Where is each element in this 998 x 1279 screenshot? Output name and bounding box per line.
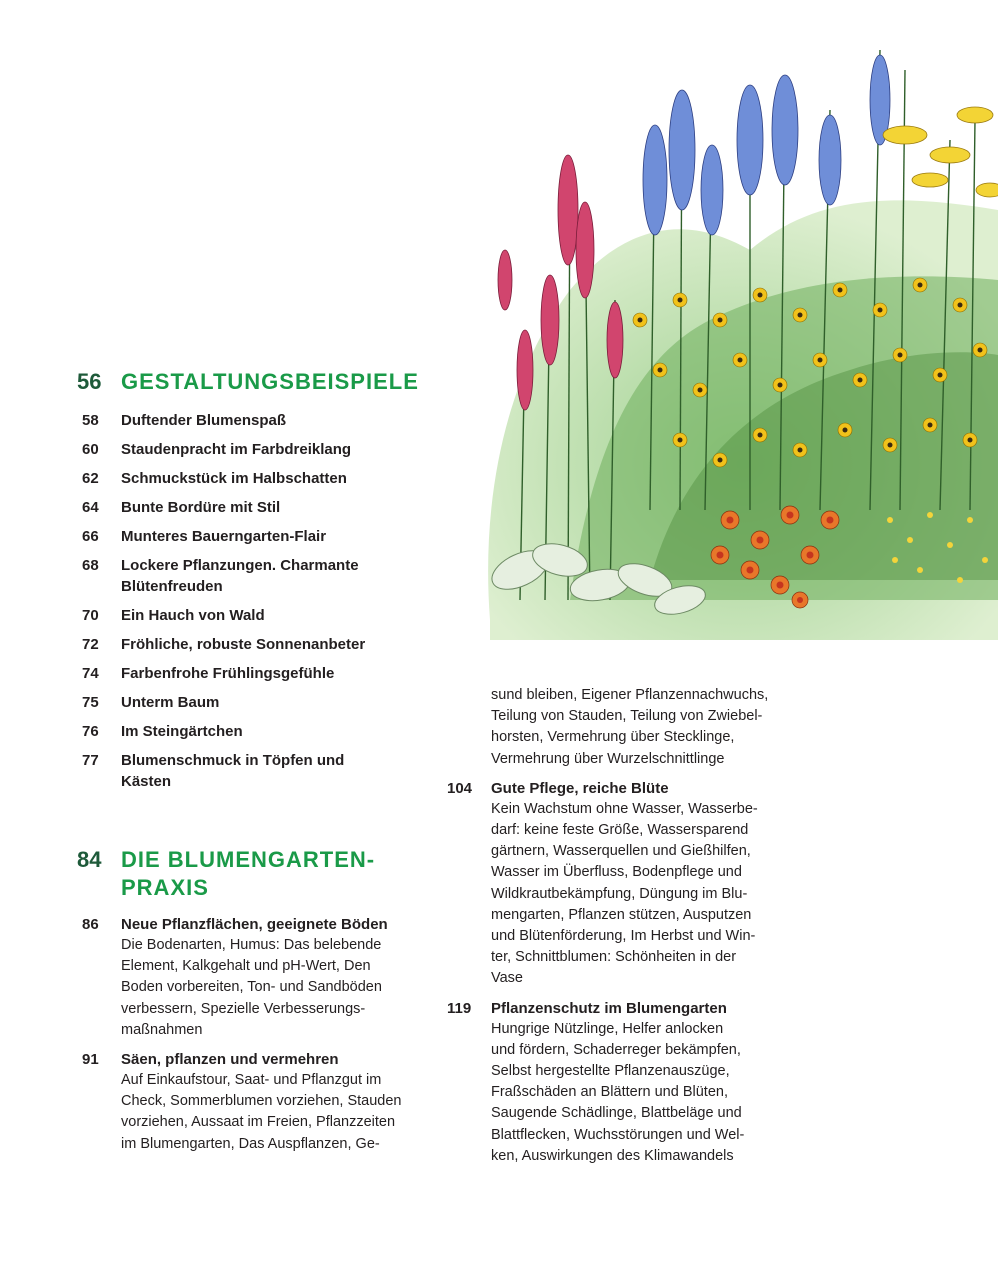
toc-list [77,410,419,792]
toc-page-number: 75 [82,694,99,711]
toc-entry-description: Kein Wachstum ohne Wasser, Wasserbe- darf: keine feste Größe, Wassersparend gärtnern, Wasserquellen und Gießhilfen, Wasser im Überfluss, Bodenpflege und Wildkrautbekämpfung, Düngung im Blu- mengarten, Pflanzen stützen, Ausputzen und Blütenförderung, Im Herbst und Win- ter, Schnittblumen: Schönheiten in der Vase [491,800,758,987]
toc-entry[interactable] [447,998,811,1167]
toc-title: Munteres Bauerngarten-Flair [121,528,327,545]
toc-title: Duftender Blumenspaß [121,412,287,429]
toc-page-number: 76 [82,723,99,740]
section-title: GESTALTUNGSBEISPIELE [121,369,419,394]
toc-item[interactable] [77,555,419,597]
toc-item[interactable] [77,721,419,742]
toc-entry-description: Hungrige Nützlinge, Helfer anlocken und fördern, Schaderreger bekämpfen, Selbst hergestellte Pflanzenauszüge, Fraßschäden an Blättern und Blüten, Saugende Schädlinge, Blattbeläge und Blattflecken, Wuchsstörungen und Wel- ken, Auswirkungen des Klimawandels [491,1020,745,1164]
toc-page-number: 86 [82,916,99,933]
toc-item[interactable] [77,692,419,713]
toc-page-number: 77 [82,752,99,769]
toc-item[interactable] [77,410,419,431]
toc-entry-description: sund bleiben, Eigener Pflanzennachwuchs, Teilung von Stauden, Teilung von Zwiebel- horsten, Vermehrung über Stecklinge, Vermehrung über Wurzelschnittlinge [491,687,769,767]
section-heading [77,368,419,396]
toc-page-number: 62 [82,470,99,487]
toc-page-number: 119 [447,999,472,1017]
toc-page-number: 68 [82,557,99,574]
toc-entry-title: Neue Pflanzflächen, geeignete Böden [121,916,388,933]
toc-title: Im Steingärtchen [121,723,243,740]
toc-entry-description: Die Bodenarten, Humus: Das belebende Element, Kalkgehalt und pH-Wert, Den Boden vorbereiten, Ton- und Sandböden verbessern, Spezielle Verbesserungs- maßnahmen [121,937,382,1038]
toc-entry-continuation [447,685,811,770]
toc-title: Lockere Pflanzungen. Charmante Blütenfreuden [121,557,359,595]
toc-section-gestaltungsbeispiele [77,368,419,800]
toc-page-number: 91 [82,1051,99,1069]
toc-entry[interactable] [447,778,811,990]
toc-title: Staudenpracht im Farbdreiklang [121,441,352,458]
toc-title: Schmuckstück im Halbschatten [121,470,347,487]
toc-page-number: 64 [82,499,99,516]
toc-title: Bunte Bordüre mit Stil [121,499,281,516]
toc-entry-description: Auf Einkaufstour, Saat- und Pflanzgut im Check, Sommerblumen vorziehen, Stauden vorziehen, Aussaat im Freien, Pflanzzeiten im Blumengarten, Das Auspflanzen, Ge- [121,1072,402,1152]
toc-item[interactable] [77,468,419,489]
toc-entry-title: Gute Pflege, reiche Blüte [491,779,669,797]
section-number: 84 [77,847,102,872]
section-number: 56 [77,369,102,394]
toc-item[interactable] [77,634,419,655]
toc-item[interactable] [77,439,419,460]
toc-section-blumengarten-praxis [77,846,441,1163]
toc-item[interactable] [77,663,419,684]
toc-page-number: 58 [82,412,99,429]
toc-item[interactable] [77,750,419,792]
toc-page-number: 74 [82,665,99,682]
toc-page-number: 70 [82,607,99,624]
flower-border-illustration [450,40,998,640]
toc-title: Unterm Baum [121,694,220,711]
toc-column-right [447,685,811,1175]
toc-entry-title: Pflanzenschutz im Blumengarten [491,999,727,1017]
toc-title: Fröhliche, robuste Sonnenanbeter [121,636,366,653]
toc-page-number: 60 [82,441,99,458]
toc-title: Farbenfrohe Frühlingsgefühle [121,665,335,682]
toc-item[interactable] [77,526,419,547]
toc-page-number: 72 [82,636,99,653]
section-title: DIE BLUMENGARTEN- PRAXIS [121,847,376,900]
toc-title: Ein Hauch von Wald [121,607,265,624]
section-heading [77,846,441,902]
toc-entry[interactable] [77,914,441,1041]
toc-item[interactable] [77,497,419,518]
toc-page-number: 104 [447,779,473,797]
toc-entry-title: Säen, pflanzen und vermehren [121,1051,339,1069]
toc-entry[interactable] [77,1049,441,1155]
toc-page-number: 66 [82,528,99,545]
toc-item[interactable] [77,605,419,626]
toc-title: Blumenschmuck in Töpfen und Kästen [121,752,345,790]
